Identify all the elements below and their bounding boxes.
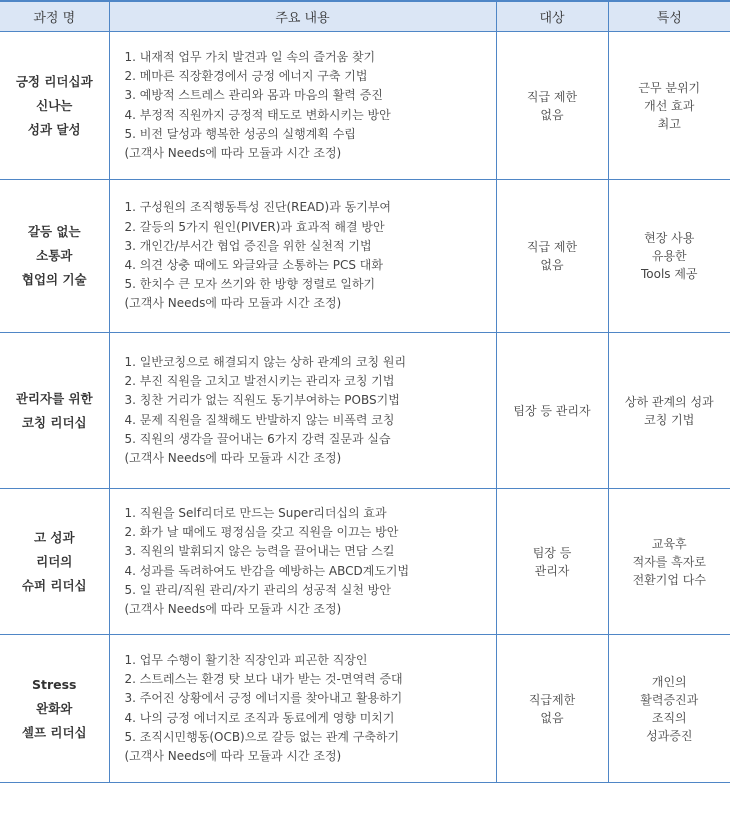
target-cell: [496, 635, 608, 783]
content-item: (고객사 Needs에 따라 모듈과 시간 조정): [124, 145, 342, 160]
course-name-line: 갈등 없는: [27, 224, 81, 239]
feature-line: 교육후: [651, 536, 687, 551]
main-content-cell: [109, 32, 496, 180]
course-name-line: 소통과: [36, 248, 73, 263]
content-item: 4. 의견 상충 때에도 와글와글 소통하는 PCS 대화: [124, 258, 383, 272]
course-name-line: 성과 달성: [27, 121, 81, 137]
feature-line: Tools 제공: [640, 267, 698, 281]
header-main-content: 주요 내용: [109, 1, 496, 32]
course-name-cell: [0, 180, 109, 333]
target-line: 없음: [540, 107, 564, 122]
content-item: 5. 한치수 큰 모자 쓰기와 한 방향 정렬로 일하기: [124, 277, 376, 292]
content-item: 3. 직원의 발휘되지 않은 능력을 끌어내는 면담 스킬: [124, 544, 395, 559]
course-name-cell: [0, 489, 109, 635]
feature-line: 적자를 흑자로: [632, 554, 706, 569]
content-item: 4. 문제 직원을 질책해도 반발하지 않는 비폭력 코칭: [124, 412, 395, 427]
target-line: 팀장 등 관리자: [513, 403, 591, 418]
table-body: [0, 32, 730, 783]
content-item: (고객사 Needs에 따라 모듈과 시간 조정): [124, 748, 342, 763]
header-feature: 특성: [608, 1, 730, 32]
feature-line: 성과증진: [646, 728, 693, 743]
feature-line: 개선 효과: [644, 98, 695, 113]
content-item: 2. 스트레스는 환경 탓 보다 내가 받는 것-면역력 증대: [124, 672, 403, 687]
table-row: [0, 489, 730, 635]
course-name-line: 관리자를 위한: [15, 390, 93, 406]
feature-line: 코칭 기법: [644, 412, 695, 427]
course-name-line: 셀프 리더십: [21, 724, 87, 740]
content-item: 4. 성과를 독려하여도 반감을 예방하는 ABCD계도기법: [124, 563, 410, 578]
content-item: 5. 직원의 생각을 끌어내는 6가지 강력 질문과 실습: [124, 431, 391, 446]
course-name-line: 신나는: [36, 97, 73, 113]
header-target: 대상: [496, 1, 608, 32]
course-name-line: Stress: [31, 676, 77, 692]
content-item: 2. 메마른 직장환경에서 긍정 에너지 구축 기법: [124, 69, 368, 84]
content-item: 5. 비전 달성과 행복한 성공의 실행계획 수립: [124, 126, 356, 141]
table-row: [0, 635, 730, 783]
feature-line: 근무 분위기: [638, 80, 701, 95]
content-item: 1. 업무 수행이 활기찬 직장인과 피곤한 직장인: [124, 652, 368, 667]
target-line: 없음: [540, 710, 564, 725]
feature-line: 조직의: [651, 710, 687, 725]
content-item: (고객사 Needs에 따라 모듈과 시간 조정): [124, 450, 342, 465]
target-line: 없음: [540, 258, 564, 272]
target-cell: [496, 333, 608, 489]
feature-cell: [608, 635, 730, 783]
content-item: 3. 주어진 상황에서 긍정 에너지를 찾아내고 활용하기: [124, 691, 403, 706]
feature-line: 현장 사용: [644, 231, 695, 245]
course-name-cell: [0, 333, 109, 489]
feature-cell: [608, 333, 730, 489]
main-content-cell: [109, 180, 496, 333]
content-item: (고객사 Needs에 따라 모듈과 시간 조정): [124, 601, 342, 616]
content-item: (고객사 Needs에 따라 모듈과 시간 조정): [124, 296, 342, 311]
content-item: 1. 직원을 Self리더로 만드는 Super리더십의 효과: [124, 505, 387, 520]
feature-cell: [608, 489, 730, 635]
content-item: 2. 화가 날 때에도 평정심을 갖고 직원을 이끄는 방안: [124, 525, 399, 540]
main-content-cell: [109, 333, 496, 489]
target-cell: [496, 489, 608, 635]
feature-line: 최고: [657, 116, 681, 131]
course-name-cell: [0, 32, 109, 180]
feature-line: 유용한: [651, 249, 687, 263]
table-row: [0, 32, 730, 180]
content-item: 1. 구성원의 조직행동특성 진단(READ)과 동기부여: [124, 200, 392, 215]
content-item: 1. 내재적 업무 가치 발견과 일 속의 즐거움 찾기: [124, 49, 376, 64]
content-item: 2. 갈등의 5가지 원인(PIVER)과 효과적 해결 방안: [124, 219, 385, 234]
feature-line: 상하 관계의 성과: [624, 394, 714, 409]
course-name-cell: [0, 635, 109, 783]
content-item: 3. 예방적 스트레스 관리와 몸과 마음의 활력 증진: [124, 88, 383, 103]
target-cell: [496, 180, 608, 333]
target-line: 관리자: [534, 563, 570, 578]
content-item: 2. 부진 직원을 고치고 발전시키는 관리자 코칭 기법: [124, 374, 395, 389]
course-name-line: 협업의 기술: [21, 272, 87, 287]
main-content-cell: [109, 635, 496, 783]
target-line: 직급제한: [528, 692, 576, 707]
course-name-line: 고 성과: [33, 529, 75, 545]
content-item: 3. 개인간/부서간 협업 증진을 위한 실천적 기법: [124, 238, 372, 253]
feature-cell: [608, 32, 730, 180]
table-row: [0, 333, 730, 489]
target-line: 직급 제한: [526, 240, 578, 254]
course-name-line: 완화와: [36, 700, 73, 716]
content-item: 4. 부정적 직원까지 긍정적 태도로 변화시키는 방안: [124, 107, 391, 122]
main-content-cell: [109, 489, 496, 635]
target-line: 직급 제한: [526, 89, 578, 104]
content-item: 3. 칭찬 거리가 없는 직원도 동기부여하는 POBS기법: [124, 393, 400, 408]
target-cell: [496, 32, 608, 180]
header-course-name: 과정 명: [0, 1, 109, 32]
feature-line: 개인의: [651, 674, 687, 689]
course-name-line: 슈퍼 리더십: [21, 577, 87, 593]
content-item: 4. 나의 긍정 에너지로 조직과 동료에게 영향 미치기: [124, 710, 395, 725]
content-item: 5. 일 관리/직원 관리/자기 관리의 성공적 실천 방안: [124, 582, 391, 597]
target-line: 팀장 등: [532, 545, 572, 560]
course-name-line: 긍정 리더십과: [15, 73, 93, 89]
feature-line: 전환기업 다수: [632, 572, 706, 587]
header-row: [0, 1, 730, 32]
course-name-line: 코칭 리더십: [21, 414, 87, 430]
feature-cell: [608, 180, 730, 333]
feature-line: 활력증진과: [640, 692, 699, 707]
content-item: 1. 일반코칭으로 해결되지 않는 상하 관계의 코칭 원리: [124, 354, 407, 369]
table-row: [0, 180, 730, 333]
content-item: 5. 조직시민행동(OCB)으로 갈등 없는 관계 구축하기: [124, 729, 400, 744]
course-name-line: 리더의: [36, 553, 73, 569]
